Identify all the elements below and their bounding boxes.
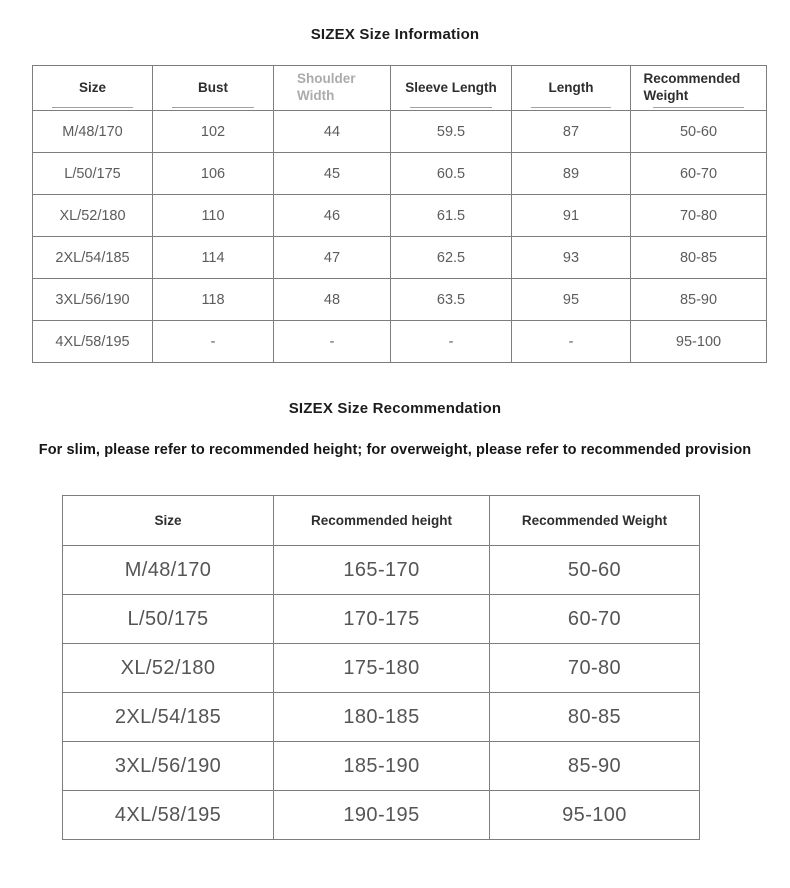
table-cell: 175-180 (274, 644, 490, 693)
table-cell: - (153, 321, 274, 363)
table-cell: 102 (153, 111, 274, 153)
table-cell: 48 (274, 279, 391, 321)
table-cell: 95-100 (631, 321, 767, 363)
table-cell: 60-70 (490, 595, 700, 644)
table-cell: 60.5 (391, 153, 512, 195)
column-header-bust (153, 66, 274, 111)
table-row (63, 693, 700, 742)
column-header-label: Recommended Weight (643, 71, 741, 103)
table-cell: 2XL/54/185 (33, 237, 153, 279)
table-cell: 60-70 (631, 153, 767, 195)
column-header-label: Size (154, 513, 182, 528)
column-header-size (63, 496, 274, 546)
table-cell: 114 (153, 237, 274, 279)
column-header-recommended-weight (490, 496, 700, 546)
table-cell: M/48/170 (63, 546, 274, 595)
table-cell: 165-170 (274, 546, 490, 595)
table-cell: 2XL/54/185 (63, 693, 274, 742)
size-recommendation-title: SIZEX Size Recommendation (288, 400, 502, 417)
table-cell: 70-80 (631, 195, 767, 237)
table-row (33, 321, 767, 363)
table-cell: 95-100 (490, 791, 700, 840)
size-recommendation-note: For slim, please refer to recommended height; for overweight, please refer to recommended provision (38, 442, 752, 458)
table-cell: 180-185 (274, 693, 490, 742)
column-header-label: Sleeve Length (405, 79, 497, 95)
table-cell: 62.5 (391, 237, 512, 279)
table-cell: 47 (274, 237, 391, 279)
table-cell: 46 (274, 195, 391, 237)
size-information-title: SIZEX Size Information (310, 26, 480, 43)
table-cell: 59.5 (391, 111, 512, 153)
column-header-shoulder-width (274, 66, 391, 111)
table-cell: 45 (274, 153, 391, 195)
column-header-label: Recommended height (310, 513, 453, 528)
table-cell: 106 (153, 153, 274, 195)
table-cell: 63.5 (391, 279, 512, 321)
table-cell: 50-60 (490, 546, 700, 595)
table-cell: 80-85 (490, 693, 700, 742)
table-cell: 4XL/58/195 (63, 791, 274, 840)
header-row (33, 66, 767, 111)
table-cell: 110 (153, 195, 274, 237)
table-cell: M/48/170 (33, 111, 153, 153)
table-row (63, 742, 700, 791)
table-cell: 50-60 (631, 111, 767, 153)
table-cell: 70-80 (490, 644, 700, 693)
table-cell: 89 (512, 153, 631, 195)
table-cell: 87 (512, 111, 631, 153)
table-cell: 61.5 (391, 195, 512, 237)
table-cell: 170-175 (274, 595, 490, 644)
column-header-recommended-weight (631, 66, 767, 111)
table-row (63, 595, 700, 644)
table-row (33, 237, 767, 279)
table-cell: 4XL/58/195 (33, 321, 153, 363)
column-header-sleeve-length (391, 66, 512, 111)
size-information-table (32, 65, 767, 363)
table-cell: 3XL/56/190 (33, 279, 153, 321)
table-cell: - (274, 321, 391, 363)
table-row (63, 546, 700, 595)
column-header-label: Length (548, 79, 594, 95)
table-cell: 95 (512, 279, 631, 321)
column-header-label: Size (78, 79, 106, 95)
table-cell: 118 (153, 279, 274, 321)
table-cell: XL/52/180 (33, 195, 153, 237)
column-header-recommended-height (274, 496, 490, 546)
table-cell: L/50/175 (33, 153, 153, 195)
table-row (33, 195, 767, 237)
table-cell: - (512, 321, 631, 363)
table-cell: 91 (512, 195, 631, 237)
column-header-label: Shoulder Width (297, 71, 356, 103)
header-row (63, 496, 700, 546)
column-header-size (33, 66, 153, 111)
column-header-label: Recommended Weight (521, 513, 668, 528)
table-cell: 3XL/56/190 (63, 742, 274, 791)
table-row (33, 279, 767, 321)
table-row (63, 644, 700, 693)
table-cell: 85-90 (631, 279, 767, 321)
table-cell: 190-195 (274, 791, 490, 840)
table-cell: 185-190 (274, 742, 490, 791)
size-recommendation-table (62, 495, 700, 840)
table-cell: 93 (512, 237, 631, 279)
table-row (33, 111, 767, 153)
table-cell: - (391, 321, 512, 363)
table-cell: XL/52/180 (63, 644, 274, 693)
column-header-label: Bust (198, 79, 228, 95)
table-row (33, 153, 767, 195)
table-cell: L/50/175 (63, 595, 274, 644)
table-cell: 44 (274, 111, 391, 153)
table-row (63, 791, 700, 840)
column-header-length (512, 66, 631, 111)
table-cell: 85-90 (490, 742, 700, 791)
table-cell: 80-85 (631, 237, 767, 279)
